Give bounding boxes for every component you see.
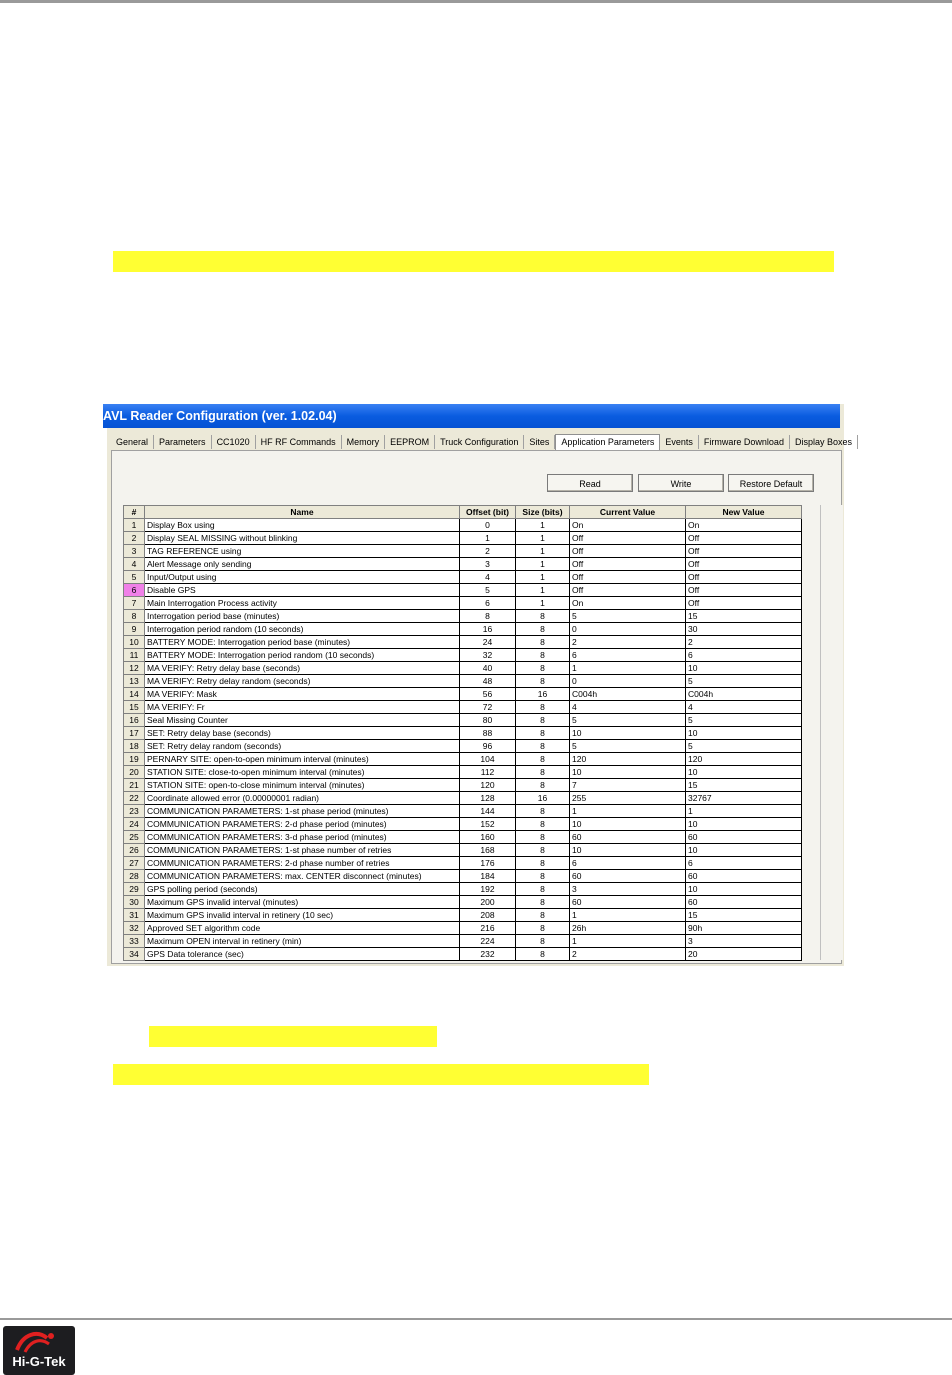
param-name-cell: MA VERIFY: Mask [145,688,460,701]
table-row[interactable] [124,701,802,714]
param-name-cell: COMMUNICATION PARAMETERS: 1-st phase period (minutes) [145,805,460,818]
row-number-cell: 16 [124,714,145,727]
size-bits-cell: 8 [516,610,570,623]
size-bits-cell: 1 [516,558,570,571]
new-value-cell[interactable]: Off [686,584,802,597]
restore-default-button[interactable]: Restore Default [728,474,814,492]
table-row[interactable] [124,662,802,675]
row-number-cell: 31 [124,909,145,922]
new-value-cell[interactable]: C004h [686,688,802,701]
table-row[interactable] [124,896,802,909]
table-row[interactable] [124,675,802,688]
param-name-cell: COMMUNICATION PARAMETERS: 3-d phase period (minutes) [145,831,460,844]
table-row[interactable] [124,532,802,545]
offset-bit-cell: 72 [460,701,516,714]
row-number-cell: 1 [124,519,145,532]
col-header-offset[interactable]: Offset (bit) [460,506,516,519]
size-bits-cell: 8 [516,649,570,662]
row-number-cell: 23 [124,805,145,818]
size-bits-cell: 1 [516,571,570,584]
new-value-cell[interactable]: 20 [686,948,802,961]
offset-bit-cell: 216 [460,922,516,935]
new-value-cell[interactable]: On [686,519,802,532]
offset-bit-cell: 112 [460,766,516,779]
new-value-cell[interactable]: 60 [686,870,802,883]
size-bits-cell: 8 [516,870,570,883]
new-value-cell[interactable]: Off [686,532,802,545]
current-value-cell: 5 [570,610,686,623]
param-name-cell: COMMUNICATION PARAMETERS: 2-d phase period (minutes) [145,818,460,831]
param-name-cell: Display Box using [145,519,460,532]
size-bits-cell: 8 [516,857,570,870]
size-bits-cell: 8 [516,662,570,675]
size-bits-cell: 8 [516,740,570,753]
param-name-cell: COMMUNICATION PARAMETERS: max. CENTER disconnect (minutes) [145,870,460,883]
new-value-cell[interactable]: 2 [686,636,802,649]
new-value-cell[interactable]: Off [686,571,802,584]
page-top-rule [0,0,952,3]
new-value-cell[interactable]: 60 [686,831,802,844]
highlight-bar-short [149,1026,437,1047]
param-name-cell: COMMUNICATION PARAMETERS: 2-d phase number of retries [145,857,460,870]
row-number-cell: 8 [124,610,145,623]
size-bits-cell: 8 [516,922,570,935]
table-row[interactable] [124,597,802,610]
new-value-cell[interactable]: 3 [686,935,802,948]
table-row[interactable] [124,623,802,636]
current-value-cell: 10 [570,766,686,779]
new-value-cell[interactable]: 32767 [686,792,802,805]
current-value-cell: 60 [570,896,686,909]
offset-bit-cell: 168 [460,844,516,857]
current-value-cell: 2 [570,948,686,961]
size-bits-cell: 1 [516,519,570,532]
row-number-cell: 29 [124,883,145,896]
size-bits-cell: 8 [516,766,570,779]
row-number-cell: 21 [124,779,145,792]
current-value-cell: 26h [570,922,686,935]
table-row[interactable] [124,818,802,831]
param-name-cell: Coordinate allowed error (0.00000001 radian) [145,792,460,805]
size-bits-cell: 8 [516,805,570,818]
row-number-cell: 25 [124,831,145,844]
current-value-cell: 1 [570,935,686,948]
table-row[interactable] [124,909,802,922]
table-row[interactable] [124,948,802,961]
row-number-cell: 2 [124,532,145,545]
row-number-cell: 27 [124,857,145,870]
current-value-cell: 0 [570,675,686,688]
offset-bit-cell: 104 [460,753,516,766]
tab-firmware-download[interactable]: Firmware Download [699,435,790,449]
table-row[interactable] [124,727,802,740]
new-value-cell[interactable]: 15 [686,909,802,922]
param-name-cell: Input/Output using [145,571,460,584]
tab-hf-rf-commands[interactable]: HF RF Commands [256,435,342,449]
size-bits-cell: 8 [516,623,570,636]
row-number-cell: 18 [124,740,145,753]
size-bits-cell: 8 [516,714,570,727]
new-value-cell[interactable]: 5 [686,714,802,727]
table-row[interactable] [124,844,802,857]
size-bits-cell: 8 [516,909,570,922]
row-number-cell: 4 [124,558,145,571]
offset-bit-cell: 152 [460,818,516,831]
row-number-cell: 28 [124,870,145,883]
offset-bit-cell: 5 [460,584,516,597]
write-button[interactable]: Write [638,474,724,492]
row-number-cell: 20 [124,766,145,779]
tab-memory[interactable]: Memory [342,435,386,449]
table-row[interactable] [124,649,802,662]
highlight-bar-top [113,251,834,272]
col-header-new-value[interactable]: New Value [686,506,802,519]
row-number-cell: 14 [124,688,145,701]
size-bits-cell: 8 [516,831,570,844]
read-button[interactable]: Read [547,474,633,492]
size-bits-cell: 1 [516,597,570,610]
param-name-cell: Maximum GPS invalid interval in retinery (10 sec) [145,909,460,922]
current-value-cell: 5 [570,714,686,727]
offset-bit-cell: 56 [460,688,516,701]
offset-bit-cell: 3 [460,558,516,571]
table-row[interactable] [124,740,802,753]
tab-parameters[interactable]: Parameters [154,435,212,449]
new-value-cell[interactable]: 120 [686,753,802,766]
row-number-cell: 32 [124,922,145,935]
row-number-cell: 15 [124,701,145,714]
current-value-cell: 1 [570,909,686,922]
param-name-cell: Interrogation period base (minutes) [145,610,460,623]
row-number-cell: 26 [124,844,145,857]
tab-sites[interactable]: Sites [524,435,555,449]
current-value-cell: 255 [570,792,686,805]
row-number-cell: 7 [124,597,145,610]
row-number-cell: 30 [124,896,145,909]
new-value-cell[interactable]: 1 [686,805,802,818]
param-name-cell: Approved SET algorithm code [145,922,460,935]
current-value-cell: 6 [570,857,686,870]
current-value-cell: C004h [570,688,686,701]
tab-eeprom[interactable]: EEPROM [385,435,435,449]
offset-bit-cell: 4 [460,571,516,584]
param-name-cell: SET: Retry delay base (seconds) [145,727,460,740]
row-number-cell: 3 [124,545,145,558]
offset-bit-cell: 184 [460,870,516,883]
row-number-cell: 5 [124,571,145,584]
new-value-cell[interactable]: 6 [686,649,802,662]
table-row[interactable] [124,636,802,649]
current-value-cell: Off [570,532,686,545]
vertical-scrollbar[interactable] [820,505,843,960]
new-value-cell[interactable]: 15 [686,610,802,623]
table-row[interactable] [124,935,802,948]
table-row[interactable] [124,545,802,558]
current-value-cell: 4 [570,701,686,714]
current-value-cell: 10 [570,844,686,857]
app-window [103,404,852,966]
table-row[interactable] [124,805,802,818]
offset-bit-cell: 144 [460,805,516,818]
table-row[interactable] [124,714,802,727]
row-number-cell: 12 [124,662,145,675]
offset-bit-cell: 24 [460,636,516,649]
offset-bit-cell: 128 [460,792,516,805]
param-name-cell: STATION SITE: close-to-open minimum interval (minutes) [145,766,460,779]
current-value-cell: 10 [570,818,686,831]
new-value-cell[interactable]: Off [686,597,802,610]
new-value-cell[interactable]: 5 [686,740,802,753]
size-bits-cell: 8 [516,844,570,857]
param-name-cell: MA VERIFY: Fr [145,701,460,714]
param-name-cell: Main Interrogation Process activity [145,597,460,610]
size-bits-cell: 8 [516,818,570,831]
offset-bit-cell: 192 [460,883,516,896]
size-bits-cell: 16 [516,688,570,701]
param-name-cell: STATION SITE: open-to-close minimum interval (minutes) [145,779,460,792]
row-number-cell: 10 [124,636,145,649]
hi-g-tek-logo [3,1326,75,1375]
logo-swoosh-icon [3,1326,75,1356]
offset-bit-cell: 1 [460,532,516,545]
new-value-cell[interactable]: 10 [686,844,802,857]
row-number-cell: 22 [124,792,145,805]
param-name-cell: BATTERY MODE: Interrogation period random (10 seconds) [145,649,460,662]
table-row[interactable] [124,519,802,532]
param-name-cell: Alert Message only sending [145,558,460,571]
table-row[interactable] [124,571,802,584]
row-number-cell: 13 [124,675,145,688]
offset-bit-cell: 96 [460,740,516,753]
size-bits-cell: 8 [516,701,570,714]
col-header-name[interactable]: Name [145,506,460,519]
tab-cc1020[interactable]: CC1020 [212,435,256,449]
tab-strip [111,434,858,450]
offset-bit-cell: 6 [460,597,516,610]
param-name-cell: Maximum OPEN interval in retinery (min) [145,935,460,948]
row-number-cell: 34 [124,948,145,961]
current-value-cell: 60 [570,870,686,883]
current-value-cell: 10 [570,727,686,740]
param-name-cell: TAG REFERENCE using [145,545,460,558]
col-header-number[interactable]: # [124,506,145,519]
footer-rule [0,1318,952,1320]
new-value-cell[interactable]: 10 [686,662,802,675]
table-row[interactable] [124,753,802,766]
table-row[interactable] [124,766,802,779]
param-name-cell: Seal Missing Counter [145,714,460,727]
row-number-cell: 9 [124,623,145,636]
new-value-cell[interactable]: 15 [686,779,802,792]
row-number-cell: 6 [124,584,145,597]
offset-bit-cell: 232 [460,948,516,961]
table-row[interactable] [124,779,802,792]
size-bits-cell: 8 [516,727,570,740]
highlight-bar-bottom [113,1064,649,1085]
current-value-cell: 3 [570,883,686,896]
table-row[interactable] [124,922,802,935]
current-value-cell: 60 [570,831,686,844]
current-value-cell: 120 [570,753,686,766]
current-value-cell: 7 [570,779,686,792]
table-row[interactable] [124,883,802,896]
size-bits-cell: 16 [516,792,570,805]
size-bits-cell: 8 [516,935,570,948]
offset-bit-cell: 160 [460,831,516,844]
col-header-size[interactable]: Size (bits) [516,506,570,519]
current-value-cell: 1 [570,662,686,675]
param-name-cell: MA VERIFY: Retry delay base (seconds) [145,662,460,675]
current-value-cell: Off [570,558,686,571]
param-name-cell: GPS polling period (seconds) [145,883,460,896]
table-row[interactable] [124,831,802,844]
current-value-cell: Off [570,545,686,558]
tab-general[interactable]: General [111,435,154,449]
offset-bit-cell: 208 [460,909,516,922]
offset-bit-cell: 2 [460,545,516,558]
offset-bit-cell: 48 [460,675,516,688]
new-value-cell[interactable]: 30 [686,623,802,636]
table-row[interactable] [124,688,802,701]
size-bits-cell: 8 [516,883,570,896]
param-name-cell: COMMUNICATION PARAMETERS: 1-st phase number of retries [145,844,460,857]
offset-bit-cell: 80 [460,714,516,727]
new-value-cell[interactable]: Off [686,558,802,571]
window-title[interactable]: AVL Reader Configuration (ver. 1.02.04) [103,404,840,428]
current-value-cell: On [570,597,686,610]
table-header-row [124,506,802,519]
current-value-cell: 6 [570,649,686,662]
offset-bit-cell: 88 [460,727,516,740]
new-value-cell[interactable]: 10 [686,818,802,831]
size-bits-cell: 8 [516,675,570,688]
offset-bit-cell: 200 [460,896,516,909]
param-name-cell: BATTERY MODE: Interrogation period base (minutes) [145,636,460,649]
size-bits-cell: 8 [516,896,570,909]
param-name-cell: SET: Retry delay random (seconds) [145,740,460,753]
offset-bit-cell: 176 [460,857,516,870]
offset-bit-cell: 120 [460,779,516,792]
offset-bit-cell: 32 [460,649,516,662]
size-bits-cell: 8 [516,948,570,961]
row-number-cell: 33 [124,935,145,948]
table-row[interactable] [124,857,802,870]
size-bits-cell: 1 [516,545,570,558]
param-name-cell: Disable GPS [145,584,460,597]
table-row[interactable] [124,792,802,805]
col-header-current-value[interactable]: Current Value [570,506,686,519]
new-value-cell[interactable]: 5 [686,675,802,688]
table-row[interactable] [124,610,802,623]
current-value-cell: 0 [570,623,686,636]
tab-truck-configuration[interactable]: Truck Configuration [435,435,524,449]
offset-bit-cell: 224 [460,935,516,948]
parameters-table [123,505,802,961]
new-value-cell[interactable]: 10 [686,727,802,740]
new-value-cell[interactable]: 90h [686,922,802,935]
tab-events[interactable]: Events [660,435,699,449]
size-bits-cell: 8 [516,753,570,766]
row-number-cell: 17 [124,727,145,740]
current-value-cell: 1 [570,805,686,818]
current-value-cell: Off [570,571,686,584]
current-value-cell: 5 [570,740,686,753]
row-number-cell: 11 [124,649,145,662]
table-row[interactable] [124,584,802,597]
size-bits-cell: 1 [516,532,570,545]
size-bits-cell: 8 [516,779,570,792]
table-row[interactable] [124,558,802,571]
row-number-cell: 19 [124,753,145,766]
offset-bit-cell: 40 [460,662,516,675]
logo-text: Hi-G-Tek [12,1354,66,1369]
new-value-cell[interactable]: 4 [686,701,802,714]
offset-bit-cell: 0 [460,519,516,532]
param-name-cell: GPS Data tolerance (sec) [145,948,460,961]
row-number-cell: 24 [124,818,145,831]
new-value-cell[interactable]: 10 [686,766,802,779]
offset-bit-cell: 8 [460,610,516,623]
offset-bit-cell: 16 [460,623,516,636]
new-value-cell[interactable]: 60 [686,896,802,909]
param-name-cell: MA VERIFY: Retry delay random (seconds) [145,675,460,688]
new-value-cell[interactable]: 10 [686,883,802,896]
current-value-cell: On [570,519,686,532]
new-value-cell[interactable]: Off [686,545,802,558]
table-row[interactable] [124,870,802,883]
current-value-cell: Off [570,584,686,597]
param-name-cell: Display SEAL MISSING without blinking [145,532,460,545]
current-value-cell: 2 [570,636,686,649]
size-bits-cell: 8 [516,636,570,649]
tab-application-parameters[interactable]: Application Parameters [555,434,660,450]
param-name-cell: PERNARY SITE: open-to-open minimum interval (minutes) [145,753,460,766]
new-value-cell[interactable]: 6 [686,857,802,870]
tab-display-boxes[interactable]: Display Boxes [790,435,858,449]
size-bits-cell: 1 [516,584,570,597]
param-name-cell: Maximum GPS invalid interval (minutes) [145,896,460,909]
param-name-cell: Interrogation period random (10 seconds) [145,623,460,636]
